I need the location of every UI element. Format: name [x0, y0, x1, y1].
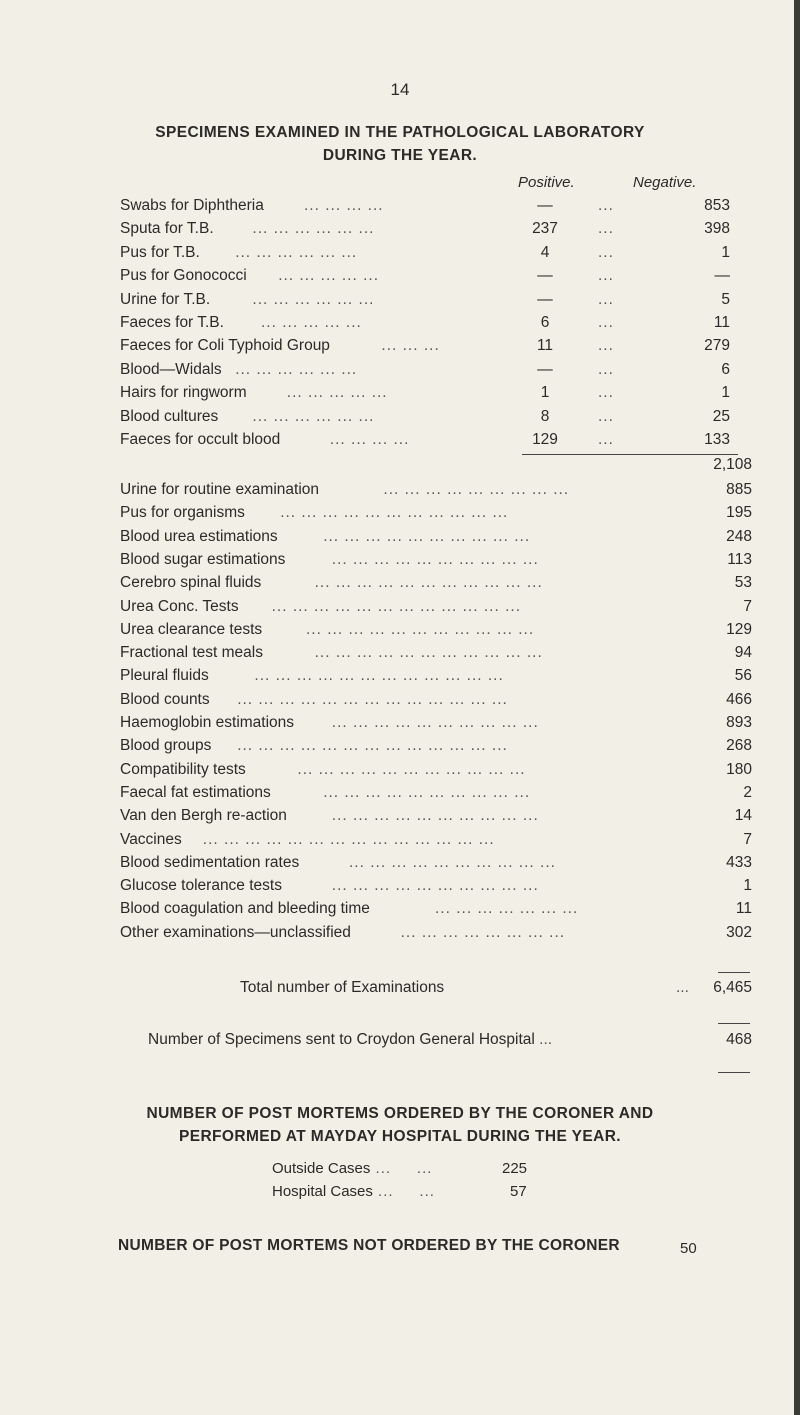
list-item [120, 548, 760, 572]
section2-title-line2: PERFORMED AT MAYDAY HOSPITAL DURING THE YEAR. [178, 1128, 621, 1145]
item-value: 248 [726, 527, 752, 545]
list-item [120, 711, 760, 735]
leader-dots: ... ... ... ... ... ... ... ... ... ... [331, 550, 539, 568]
leader-dots: ... ... ... ... ... ... ... ... ... ... ... [297, 760, 526, 778]
positive-count: — [537, 360, 553, 378]
item-label: Other examinations—unclassified [120, 923, 351, 941]
total-rule-top [718, 972, 750, 973]
item-label: Blood sugar estimations [120, 550, 286, 568]
leader-dots: ... ... ... ... ... ... ... ... ... ... ... ... ... [237, 690, 508, 708]
outside-cases-value: 225 [502, 1160, 528, 1177]
item-label: Urine for routine examination [120, 481, 320, 498]
item-value: 893 [726, 714, 752, 731]
item-value: 7 [743, 597, 752, 615]
row-label: Faeces for occult blood [120, 431, 281, 448]
list-item [120, 851, 760, 875]
leader-dots: ... ... ... ... ... ... ... [435, 900, 579, 918]
croydon-rule [718, 1072, 750, 1073]
item-value: 11 [735, 900, 752, 918]
leader-dots: ... ... ... ... ... ... ... ... ... ... [349, 853, 556, 871]
item-label: Van den Bergh re-action [120, 807, 287, 825]
leader-dots: ... [598, 290, 614, 308]
table-row [120, 358, 760, 382]
leader-dots: ... [598, 267, 614, 285]
list-item [120, 781, 760, 805]
list-item [120, 595, 760, 619]
item-value: 885 [726, 481, 752, 498]
list-item [120, 478, 760, 502]
negative-count: 25 [712, 407, 730, 425]
item-value: 302 [726, 923, 752, 941]
item-value: 433 [726, 853, 752, 871]
negative-count: 11 [713, 314, 730, 331]
outside-cases-label: Outside Cases ... ... [272, 1160, 433, 1177]
row-label: Hairs for ringworm [120, 384, 247, 402]
leader-dots: ... ... ... ... ... ... ... ... ... ... [331, 807, 539, 825]
item-value: 53 [734, 574, 752, 592]
section1-title-line2: DURING THE YEAR. [322, 147, 478, 164]
leader-dots: ... [598, 431, 614, 448]
leader-dots: ... ... ... ... ... [278, 267, 380, 285]
total-label: Total number of Examinations [240, 979, 445, 996]
list-item [120, 641, 760, 665]
list-item [120, 618, 760, 642]
section2-title-line1: NUMBER OF POST MORTEMS ORDERED BY THE CORONER AND [146, 1105, 654, 1122]
table-row [120, 217, 760, 241]
table-row [120, 194, 760, 218]
leader-dots: ... ... ... ... ... ... ... ... ... ... ... [280, 504, 509, 522]
item-label: Fractional test meals [120, 644, 263, 662]
croydon-label: Number of Specimens sent to Croydon General Hospital ... [148, 1031, 553, 1048]
row-label: Blood—Widals [120, 360, 222, 378]
positive-count: 8 [540, 407, 550, 425]
negative-count: 1 [721, 384, 730, 402]
list-item [120, 501, 760, 525]
section1-title-line1: SPECIMENS EXAMINED IN THE PATHOLOGICAL LABORATORY [155, 124, 645, 141]
item-label: Cerebro spinal fluids [120, 574, 262, 592]
row-label: Pus for Gonococci [120, 267, 247, 285]
row-label: Faeces for T.B. [120, 314, 224, 331]
list-item [120, 571, 760, 595]
list-item [120, 664, 760, 688]
leader-dots: ... ... ... ... ... ... [235, 243, 358, 261]
positive-count: 11 [536, 337, 554, 355]
positive-count: 1 [540, 384, 550, 402]
leader-dots: ... ... ... ... ... ... [252, 290, 375, 308]
total-rule-bottom [718, 1023, 750, 1024]
item-label: Urea Conc. Tests [120, 597, 239, 615]
list-item [120, 828, 760, 852]
item-label: Pus for organisms [120, 504, 245, 522]
leader-dots: ... ... ... ... ... ... ... ... ... ... [331, 877, 539, 895]
scan-edge [794, 0, 800, 1415]
item-value: 14 [734, 807, 752, 825]
item-value: 56 [734, 667, 752, 685]
positive-count: — [537, 267, 553, 285]
total-dots: ... [676, 979, 689, 996]
positive-count: — [537, 197, 553, 214]
leader-dots: ... ... ... ... ... ... ... ... ... ... ... [306, 620, 535, 638]
section3-title: NUMBER OF POST MORTEMS NOT ORDERED BY THE CORONER [118, 1237, 620, 1254]
list-item [120, 874, 760, 898]
croydon-value: 468 [726, 1031, 752, 1048]
item-label: Pleural fluids [120, 667, 209, 685]
leader-dots: ... ... ... ... ... ... [235, 360, 358, 378]
leader-dots: ... [598, 197, 614, 214]
item-label: Blood groups [120, 737, 212, 755]
leader-dots: ... [598, 243, 614, 261]
item-value: 1 [743, 877, 752, 895]
row-label: Urine for T.B. [120, 290, 211, 308]
column-header-negative: Negative. [633, 174, 697, 191]
table-row [120, 288, 760, 312]
subtotal-rule [522, 454, 738, 455]
list-item [120, 897, 760, 921]
table-row [120, 264, 760, 288]
table-row [120, 334, 760, 358]
positive-count: 6 [540, 314, 550, 331]
leader-dots: ... [598, 314, 614, 331]
leader-dots: ... [598, 384, 614, 402]
item-value: 129 [726, 620, 752, 638]
row-label: Blood cultures [120, 407, 219, 425]
negative-count: 279 [704, 337, 730, 355]
table-row [120, 405, 760, 429]
leader-dots: ... ... ... ... [329, 431, 410, 448]
total-value: 6,465 [713, 979, 752, 996]
leader-dots: ... ... ... ... ... ... ... ... ... ... [323, 527, 531, 545]
leader-dots: ... ... ... ... [304, 197, 384, 214]
leader-dots: ... [598, 220, 614, 238]
row-label: Swabs for Diphtheria [120, 197, 264, 214]
leader-dots: ... ... ... ... ... ... ... ... ... ... ... ... ... [237, 737, 508, 755]
row-label: Faeces for Coli Typhoid Group [120, 337, 330, 355]
item-label: Compatibility tests [120, 760, 246, 778]
list-item [120, 525, 760, 549]
leader-dots: ... ... ... ... ... ... ... ... ... ... ... [314, 574, 543, 592]
table-row [120, 428, 760, 452]
leader-dots: ... [598, 360, 614, 378]
column-header-positive: Positive. [518, 174, 575, 191]
section3-value: 50 [680, 1240, 697, 1257]
leader-dots: ... ... ... ... ... ... [252, 407, 375, 425]
item-label: Blood sedimentation rates [120, 853, 300, 871]
leader-dots: ... [598, 337, 614, 355]
negative-count: 133 [704, 431, 730, 448]
leader-dots: ... ... ... ... ... ... ... ... ... [383, 481, 570, 498]
item-value: 113 [727, 550, 752, 568]
item-label: Faecal fat estimations [120, 783, 271, 801]
leader-dots: ... ... ... ... ... [261, 314, 362, 331]
item-value: 2 [743, 783, 752, 801]
negative-count: 5 [721, 290, 730, 308]
item-value: 7 [743, 830, 752, 848]
item-label: Haemoglobin estimations [120, 714, 295, 731]
section2-title [0, 1102, 800, 1148]
item-value: 94 [734, 644, 752, 662]
item-label: Glucose tolerance tests [120, 877, 282, 895]
item-label: Blood coagulation and bleeding time [120, 900, 370, 918]
negative-count: 6 [721, 360, 730, 378]
leader-dots: ... ... ... ... ... ... [252, 220, 375, 238]
list-item [120, 921, 760, 945]
hospital-cases-label: Hospital Cases ... ... [272, 1183, 435, 1200]
leader-dots: ... ... ... ... ... ... ... ... ... ... ... ... ... ... [202, 830, 495, 848]
item-label: Urea clearance tests [120, 620, 263, 638]
leader-dots: ... ... ... ... ... [286, 384, 388, 402]
leader-dots: ... [598, 407, 614, 425]
list-item [120, 734, 760, 758]
leader-dots: ... ... ... ... ... ... ... ... ... ... ... ... [254, 667, 504, 685]
positive-count: 129 [532, 431, 558, 448]
table-row [120, 311, 760, 335]
item-label: Blood counts [120, 690, 210, 708]
positive-count: 4 [540, 243, 550, 261]
hospital-cases-value: 57 [510, 1183, 527, 1200]
section1-title [0, 121, 800, 167]
item-value: 180 [726, 760, 752, 778]
item-value: 466 [726, 690, 752, 708]
negative-count: 853 [704, 197, 730, 214]
leader-dots: ... ... ... [381, 337, 440, 355]
item-value: 268 [726, 737, 752, 755]
item-label: Vaccines [120, 830, 182, 848]
item-value: 195 [726, 504, 752, 522]
leader-dots: ... ... ... ... ... ... ... ... [400, 923, 566, 941]
row-label: Sputa for T.B. [120, 220, 214, 238]
table-row [120, 381, 760, 405]
negative-count: 1 [721, 243, 730, 261]
leader-dots: ... ... ... ... ... ... ... ... ... ... ... [314, 644, 543, 662]
leader-dots: ... ... ... ... ... ... ... ... ... ... [323, 783, 531, 801]
item-label: Blood urea estimations [120, 527, 278, 545]
list-item [120, 804, 760, 828]
list-item [120, 688, 760, 712]
leader-dots: ... ... ... ... ... ... ... ... ... ... [331, 714, 539, 731]
leader-dots: ... ... ... ... ... ... ... ... ... ... ... ... [271, 597, 521, 615]
negative-count: — [714, 267, 730, 285]
page-number: 14 [390, 80, 410, 99]
subtotal-value: 2,108 [713, 456, 752, 473]
list-item [120, 758, 760, 782]
negative-count: 398 [704, 220, 730, 238]
positive-count: 237 [532, 220, 558, 238]
row-label: Pus for T.B. [120, 243, 200, 261]
table-row [120, 241, 760, 265]
positive-count: — [537, 290, 553, 308]
